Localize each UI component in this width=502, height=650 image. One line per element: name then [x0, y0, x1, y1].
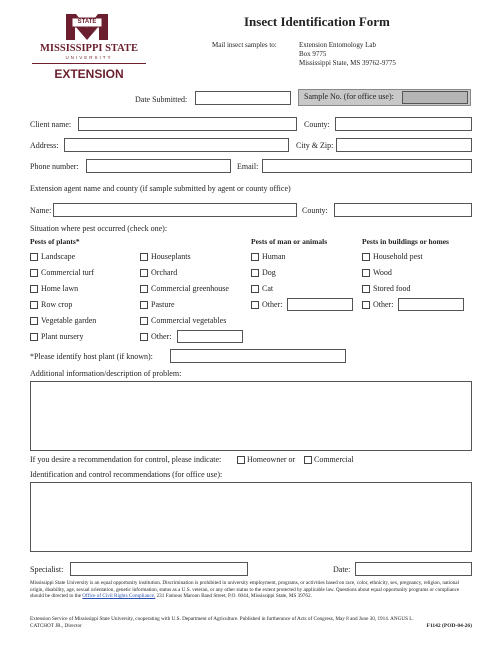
- row-crop-label: Row crop: [41, 300, 73, 309]
- address-line-3: Mississippi State, MS 39762-9775: [299, 59, 396, 67]
- vegetable-garden-checkbox[interactable]: [30, 317, 38, 325]
- plants-other-label: Other:: [151, 332, 172, 341]
- date-submitted-field[interactable]: [195, 91, 291, 105]
- sample-no-label: Sample No. (for office use):: [304, 92, 394, 101]
- dog-label: Dog: [262, 268, 276, 277]
- wood-checkbox[interactable]: [362, 269, 370, 277]
- man-other-checkbox[interactable]: [251, 301, 259, 309]
- human-checkbox[interactable]: [251, 253, 259, 261]
- household-pest-checkbox[interactable]: [362, 253, 370, 261]
- additional-info-label: Additional information/description of problem:: [30, 369, 182, 378]
- address-line-1: Extension Entomology Lab: [299, 41, 376, 49]
- houseplants-checkbox[interactable]: [140, 253, 148, 261]
- household-pest-label: Household pest: [373, 252, 423, 261]
- commercial-checkbox[interactable]: [304, 456, 312, 464]
- host-plant-field[interactable]: [170, 349, 346, 363]
- agent-name-label: Name:: [30, 206, 52, 215]
- logo: [30, 12, 148, 84]
- address-field[interactable]: [64, 138, 289, 152]
- commercial-label: Commercial: [314, 455, 354, 464]
- wood-label: Wood: [373, 268, 392, 277]
- pasture-label: Pasture: [151, 300, 175, 309]
- county-label: County:: [304, 120, 330, 129]
- logo-line2: UNIVERSITY: [65, 55, 113, 60]
- client-name-label: Client name:: [30, 120, 72, 129]
- cat-label: Cat: [262, 284, 274, 293]
- specialist-field[interactable]: [70, 562, 248, 576]
- human-label: Human: [262, 252, 286, 261]
- sample-no-field[interactable]: [402, 91, 468, 104]
- agent-county-field[interactable]: [334, 203, 472, 217]
- civil-rights-link[interactable]: Office of Civil Rights Compliance,: [82, 593, 156, 600]
- plant-nursery-label: Plant nursery: [41, 332, 84, 341]
- pests-plants-heading: Pests of plants*: [30, 237, 80, 246]
- pests-man-heading: Pests of man or animals: [251, 237, 328, 246]
- plant-nursery-checkbox[interactable]: [30, 333, 38, 341]
- agent-heading: Extension agent name and county (if sample submitted by agent or county office): [30, 184, 291, 193]
- city-zip-label: City & Zip:: [296, 141, 334, 150]
- plants-other-checkbox[interactable]: [140, 333, 148, 341]
- logo-line3: EXTENSION: [54, 67, 124, 81]
- office-use-textarea[interactable]: [30, 482, 472, 552]
- logo-line1: MISSISSIPPI STATE: [40, 43, 138, 54]
- home-lawn-label: Home lawn: [41, 284, 79, 293]
- page-title: Insect Identification Form: [244, 14, 390, 29]
- orchard-checkbox[interactable]: [140, 269, 148, 277]
- cat-checkbox[interactable]: [251, 285, 259, 293]
- logo-state-badge: STATE: [77, 19, 97, 25]
- phone-field[interactable]: [86, 159, 231, 173]
- commercial-vegetables-label: Commercial vegetables: [151, 316, 227, 325]
- landscape-checkbox[interactable]: [30, 253, 38, 261]
- dog-checkbox[interactable]: [251, 269, 259, 277]
- man-other-field[interactable]: [287, 298, 353, 311]
- date-submitted-label: Date Submitted:: [135, 95, 188, 104]
- houseplants-label: Houseplants: [151, 252, 191, 261]
- agent-county-label: County:: [302, 206, 328, 215]
- eeo-statement: [30, 580, 472, 600]
- situation-heading: Situation where pest occurred (check one):: [30, 224, 168, 233]
- pests-buildings-heading: Pests in buildings or homes: [362, 237, 449, 246]
- publication-number: F1142 (POD-04-26): [426, 623, 472, 629]
- email-field[interactable]: [262, 159, 472, 173]
- date-field[interactable]: [355, 562, 472, 576]
- commercial-turf-label: Commercial turf: [41, 268, 95, 277]
- commercial-greenhouse-label: Commercial greenhouse: [151, 284, 229, 293]
- email-label: Email:: [237, 162, 259, 171]
- mail-label: Mail insect samples to:: [212, 41, 277, 49]
- host-plant-label: *Please identify host plant (if known):: [30, 352, 153, 361]
- city-zip-field[interactable]: [336, 138, 472, 152]
- client-name-field[interactable]: [78, 117, 297, 131]
- vegetable-garden-label: Vegetable garden: [41, 316, 97, 325]
- orchard-label: Orchard: [151, 268, 178, 277]
- home-lawn-checkbox[interactable]: [30, 285, 38, 293]
- homeowner-label: Homeowner or: [247, 455, 296, 464]
- coop-statement: Extension Service of Mississippi State University, cooperating with U.S. Department of Agriculture. Published in furtherance of Acts of Congress, May 8 and June 30, 1914. ANGUS L. CATCHOT JR., Director: [30, 616, 414, 629]
- address-label: Address:: [30, 141, 59, 150]
- eeo-text: Mississippi State University is an equal opportunity institution. Discrimination is prohibited in university employment, programs, or activities based on race, color, ethnicity, sex, pregnancy, religion, national origin, disability, age, sexual orientation, genetic information, status as a U.S. veteran, or any other status to the extent protected by applicable law. Questions about equal opportunity programs or compliance should be directed to the: [30, 580, 460, 600]
- row-crop-checkbox[interactable]: [30, 301, 38, 309]
- eeo-address: 231 Famous Maroon Band Street, P.O. 6044, Mississippi State, MS 39762.: [156, 593, 312, 600]
- commercial-turf-checkbox[interactable]: [30, 269, 38, 277]
- commercial-greenhouse-checkbox[interactable]: [140, 285, 148, 293]
- msu-m-mark-icon: [64, 12, 110, 42]
- date-label: Date:: [333, 565, 351, 574]
- landscape-label: Landscape: [41, 252, 76, 261]
- stored-food-checkbox[interactable]: [362, 285, 370, 293]
- recommendation-label: If you desire a recommendation for control, please indicate:: [30, 455, 222, 464]
- county-field[interactable]: [335, 117, 472, 131]
- additional-info-textarea[interactable]: [30, 381, 472, 451]
- man-other-label: Other:: [262, 300, 283, 309]
- buildings-other-label: Other:: [373, 300, 394, 309]
- address-line-2: Box 9775: [299, 50, 327, 58]
- buildings-other-checkbox[interactable]: [362, 301, 370, 309]
- office-use-label: Identification and control recommendations (for office use):: [30, 470, 223, 479]
- phone-label: Phone number:: [30, 162, 79, 171]
- specialist-label: Specialist:: [30, 565, 64, 574]
- buildings-other-field[interactable]: [398, 298, 464, 311]
- commercial-vegetables-checkbox[interactable]: [140, 317, 148, 325]
- agent-name-field[interactable]: [53, 203, 297, 217]
- homeowner-checkbox[interactable]: [237, 456, 245, 464]
- stored-food-label: Stored food: [373, 284, 411, 293]
- plants-other-field[interactable]: [177, 330, 243, 343]
- pasture-checkbox[interactable]: [140, 301, 148, 309]
- logo-divider: [32, 63, 146, 64]
